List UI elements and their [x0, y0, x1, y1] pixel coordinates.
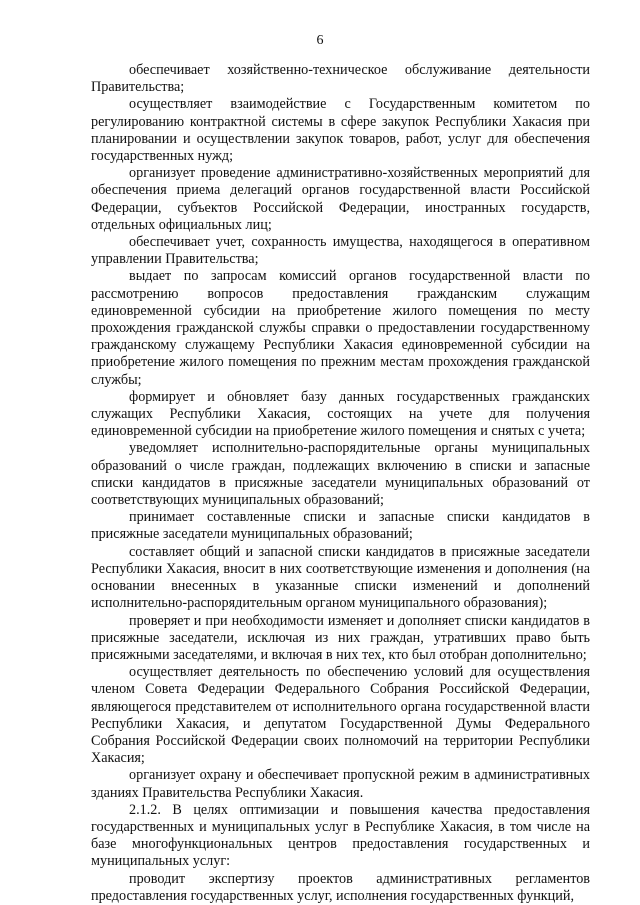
- page-number: 6: [316, 33, 324, 48]
- paragraph: формирует и обновляет базу данных государственных гражданских служащих Республики Хакасия, состоящих на учете для получения единовременной субсидии на приобретение жилого помещения и снятых с учета;: [91, 388, 590, 440]
- paragraph: принимает составленные списки и запасные списки кандидатов в присяжные заседатели муниципальных образований;: [91, 509, 590, 543]
- paragraph: обеспечивает учет, сохранность имущества, находящегося в оперативном управлении Правительства;: [91, 234, 590, 268]
- paragraph: осуществляет взаимодействие с Государственным комитетом по регулированию контрактной системы в сфере закупок Республики Хакасия при планировании и осуществлении закупок товаров, работ, услуг для обеспечения государственных нужд;: [91, 96, 590, 165]
- paragraph: обеспечивает хозяйственно-техническое обслуживание деятельности Правительства;: [91, 62, 590, 96]
- paragraph: проверяет и при необходимости изменяет и дополняет списки кандидатов в присяжные заседатели, исключая из них граждан, утративших право быть присяжными заседателями, и включая в них тех, кто был отобран дополнительно;: [91, 612, 590, 663]
- paragraph: уведомляет исполнительно-распорядительные органы муниципальных образований о числе граждан, подлежащих включению в списки и запасные списки кандидатов в присяжные заседатели муниципальных образований от соответствующих муниципальных образований;: [91, 440, 590, 509]
- paragraph: осуществляет деятельность по обеспечению условий для осуществления членом Совета Федерации Федерального Собрания Российской Федерации, являющегося представителем от исполнительного органа государственной власти Республики Хакасия, и депутатом Государственной Думы Федерального Собрания Российской Федерации своих полномочий на территории Республики Хакасия;: [91, 664, 590, 767]
- paragraph: 2.1.2. В целях оптимизации и повышения качества предоставления государственных и муниципальных услуг в Республике Хакасия, в том числе на базе многофункциональных центров предоставления государственных и муниципальных услуг:: [91, 801, 590, 870]
- paragraph: выдает по запросам комиссий органов государственной власти по рассмотрению вопросов предоставления гражданским служащим единовременной субсидии на приобретение жилого помещения по месту прохождения гражданской службы справки о предоставлении государственному гражданскому служащему Республики Хакасия единовременной субсидии на приобретение жилого помещения по прежним местам прохождения гражданской службы;: [91, 268, 590, 388]
- document-body: [91, 62, 590, 905]
- paragraph: проводит экспертизу проектов административных регламентов предоставления государственных услуг, исполнения государственных функций,: [91, 870, 590, 904]
- paragraph: организует охрану и обеспечивает пропускной режим в административных зданиях Правительства Республики Хакасия.: [91, 767, 590, 801]
- paragraph: организует проведение административно-хозяйственных мероприятий для обеспечения приема делегаций органов государственной власти Российской Федерации, субъектов Российской Федерации, иностранных государств, отдельных официальных лиц;: [91, 165, 590, 233]
- paragraph: составляет общий и запасной списки кандидатов в присяжные заседатели Республики Хакасия, вносит в них соответствующие изменения и дополнения (на основании внесенных в указанные списки изменений и дополнений исполнительно-распорядительным органом муниципального образования);: [91, 543, 590, 612]
